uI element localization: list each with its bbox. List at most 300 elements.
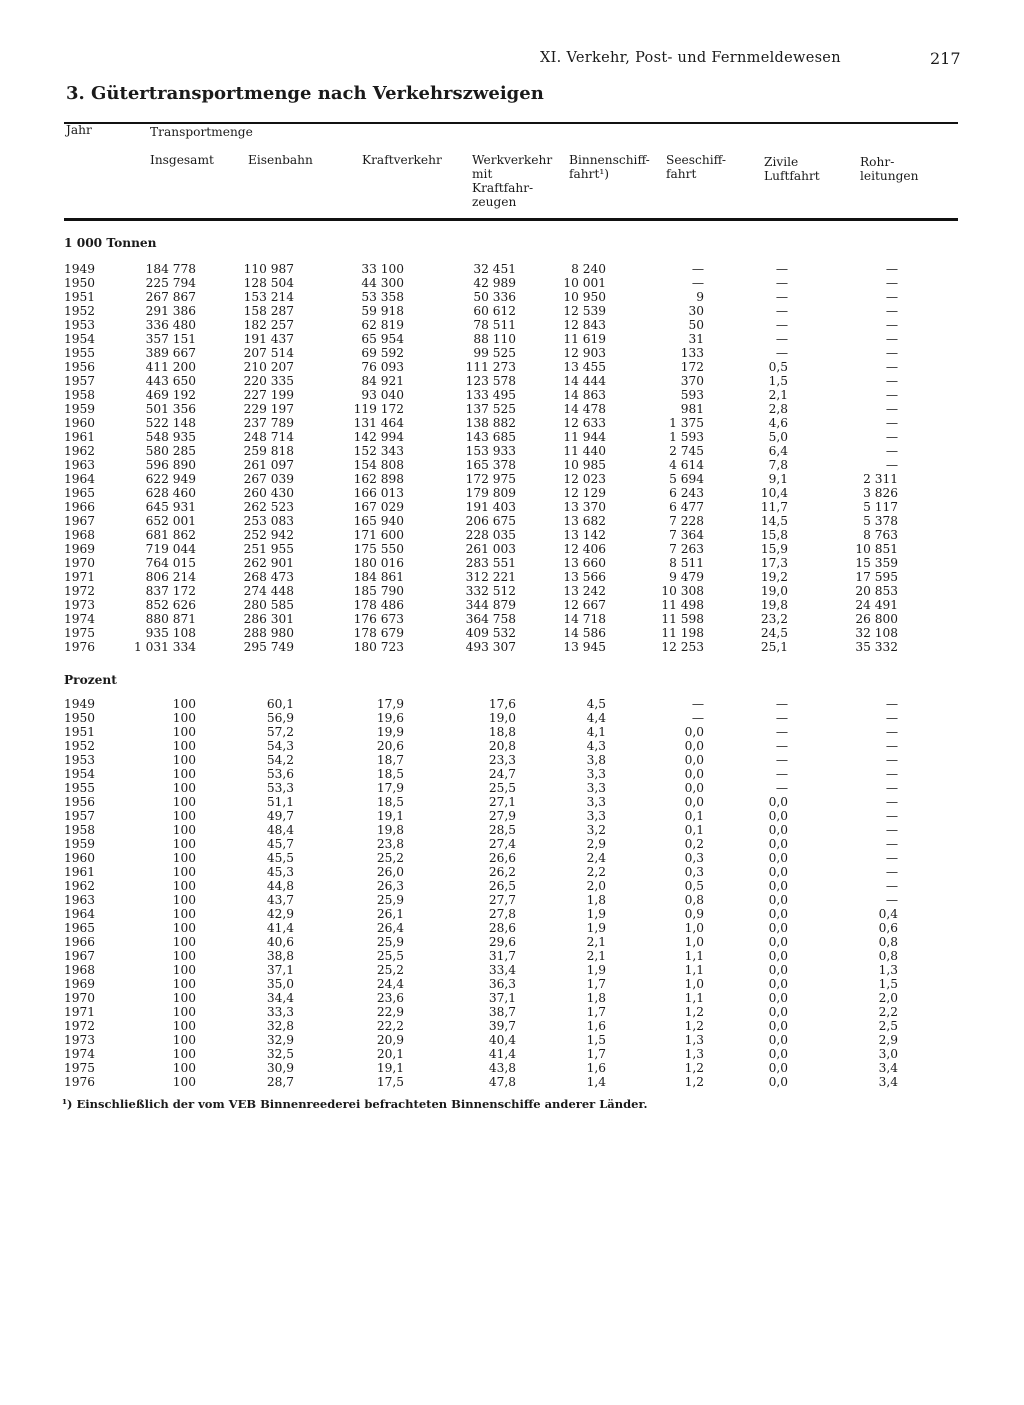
cell-rohrleitungen: —	[885, 865, 898, 879]
cell-werkverkehr: 26,6	[488, 851, 516, 865]
cell-eisenbahn: 191 437	[243, 332, 294, 346]
cell-luftfahrt: 0,0	[768, 795, 788, 809]
cell-binnenschiffahrt: 2,9	[586, 837, 606, 851]
cell-eisenbahn: 45,5	[266, 851, 294, 865]
cell-luftfahrt: 15,9	[760, 542, 788, 556]
cell-seeschiffahrt: 370	[680, 374, 704, 388]
header-line: zeugen	[472, 195, 517, 209]
cell-year: 1951	[64, 725, 96, 739]
cell-seeschiffahrt: 172	[680, 360, 704, 374]
cell-luftfahrt: 0,0	[768, 851, 788, 865]
cell-luftfahrt: 23,2	[760, 612, 788, 626]
cell-luftfahrt: 17,3	[760, 556, 788, 570]
cell-luftfahrt: 11,7	[760, 500, 788, 514]
cell-luftfahrt: —	[775, 276, 788, 290]
cell-rohrleitungen: 0,4	[878, 907, 898, 921]
cell-rohrleitungen: 3,0	[878, 1047, 898, 1061]
cell-luftfahrt: 0,0	[768, 1047, 788, 1061]
cell-binnenschiffahrt: 12 843	[563, 318, 606, 332]
cell-insgesamt: 100	[172, 1061, 196, 1075]
cell-binnenschiffahrt: 3,8	[586, 753, 606, 767]
cell-binnenschiffahrt: 2,1	[586, 935, 606, 949]
cell-luftfahrt: 15,8	[760, 528, 788, 542]
cell-year: 1959	[64, 402, 96, 416]
cell-seeschiffahrt: 0,0	[684, 725, 704, 739]
cell-eisenbahn: 28,7	[266, 1075, 294, 1089]
cell-luftfahrt: 4,6	[768, 416, 788, 430]
cell-rohrleitungen: 10 851	[855, 542, 898, 556]
cell-kraftverkehr: 25,2	[376, 851, 404, 865]
cell-insgesamt: 267 867	[145, 290, 196, 304]
cell-insgesamt: 225 794	[145, 276, 196, 290]
cell-kraftverkehr: 184 861	[353, 570, 404, 584]
cell-insgesamt: 100	[172, 921, 196, 935]
cell-luftfahrt: —	[775, 290, 788, 304]
cell-werkverkehr: 137 525	[465, 402, 516, 416]
cell-kraftverkehr: 22,9	[376, 1005, 404, 1019]
cell-insgesamt: 719 044	[145, 542, 196, 556]
table-row	[0, 584, 1024, 598]
cell-binnenschiffahrt: 12 667	[563, 598, 606, 612]
cell-eisenbahn: 227 199	[243, 388, 294, 402]
cell-kraftverkehr: 93 040	[361, 388, 404, 402]
cell-eisenbahn: 60,1	[266, 697, 294, 711]
cell-insgesamt: 935 108	[145, 626, 196, 640]
cell-werkverkehr: 17,6	[488, 697, 516, 711]
cell-binnenschiffahrt: 11 944	[563, 430, 606, 444]
cell-year: 1956	[64, 795, 96, 809]
cell-seeschiffahrt: 11 198	[661, 626, 704, 640]
cell-kraftverkehr: 162 898	[353, 472, 404, 486]
cell-luftfahrt: —	[775, 318, 788, 332]
cell-werkverkehr: 172 975	[465, 472, 516, 486]
cell-seeschiffahrt: 1,3	[684, 1033, 704, 1047]
cell-insgesamt: 100	[172, 823, 196, 837]
cell-kraftverkehr: 19,1	[376, 809, 404, 823]
cell-insgesamt: 596 890	[145, 458, 196, 472]
cell-werkverkehr: 20,8	[488, 739, 516, 753]
cell-year: 1951	[64, 290, 96, 304]
cell-rohrleitungen: —	[885, 276, 898, 290]
cell-luftfahrt: —	[775, 697, 788, 711]
cell-kraftverkehr: 23,8	[376, 837, 404, 851]
cell-insgesamt: 852 626	[145, 598, 196, 612]
cell-rohrleitungen: 0,8	[878, 949, 898, 963]
cell-luftfahrt: 0,5	[768, 360, 788, 374]
cell-kraftverkehr: 18,5	[376, 795, 404, 809]
cell-year: 1976	[64, 1075, 96, 1089]
rows-tonnen	[0, 262, 1024, 654]
cell-insgesamt: 100	[172, 963, 196, 977]
cell-insgesamt: 100	[172, 795, 196, 809]
cell-seeschiffahrt: 0,0	[684, 767, 704, 781]
table-row	[0, 711, 1024, 725]
cell-binnenschiffahrt: 14 478	[563, 402, 606, 416]
table-row	[0, 725, 1024, 739]
cell-eisenbahn: 41,4	[266, 921, 294, 935]
cell-rohrleitungen: 3,4	[878, 1075, 898, 1089]
cell-kraftverkehr: 44 300	[361, 276, 404, 290]
cell-eisenbahn: 158 287	[243, 304, 294, 318]
cell-seeschiffahrt: 10 308	[661, 584, 704, 598]
cell-werkverkehr: 191 403	[465, 500, 516, 514]
cell-binnenschiffahrt: 1,8	[586, 893, 606, 907]
cell-werkverkehr: 493 307	[465, 640, 516, 654]
cell-kraftverkehr: 17,5	[376, 1075, 404, 1089]
cell-werkverkehr: 99 525	[473, 346, 516, 360]
cell-eisenbahn: 237 789	[243, 416, 294, 430]
cell-year: 1964	[64, 472, 96, 486]
cell-binnenschiffahrt: 4,1	[586, 725, 606, 739]
cell-binnenschiffahrt: 13 945	[563, 640, 606, 654]
header-line: fahrt	[666, 167, 697, 181]
cell-werkverkehr: 38,7	[488, 1005, 516, 1019]
cell-seeschiffahrt: —	[691, 711, 704, 725]
cell-eisenbahn: 229 197	[243, 402, 294, 416]
cell-year: 1974	[64, 612, 96, 626]
table-row	[0, 402, 1024, 416]
table-row	[0, 640, 1024, 654]
cell-rohrleitungen: —	[885, 837, 898, 851]
cell-werkverkehr: 43,8	[488, 1061, 516, 1075]
cell-luftfahrt: 0,0	[768, 935, 788, 949]
header-jahr: Jahr	[66, 123, 92, 137]
cell-rohrleitungen: —	[885, 809, 898, 823]
cell-luftfahrt: 0,0	[768, 949, 788, 963]
cell-rohrleitungen: —	[885, 851, 898, 865]
cell-binnenschiffahrt: 11 619	[563, 332, 606, 346]
cell-luftfahrt: 0,0	[768, 893, 788, 907]
table-row	[0, 500, 1024, 514]
cell-seeschiffahrt: 0,1	[684, 823, 704, 837]
cell-kraftverkehr: 19,1	[376, 1061, 404, 1075]
cell-binnenschiffahrt: 1,6	[586, 1061, 606, 1075]
cell-seeschiffahrt: 1,0	[684, 921, 704, 935]
table-row	[0, 865, 1024, 879]
cell-insgesamt: 100	[172, 879, 196, 893]
cell-eisenbahn: 43,7	[266, 893, 294, 907]
table-row	[0, 276, 1024, 290]
cell-luftfahrt: 0,0	[768, 977, 788, 991]
cell-rohrleitungen: 8 763	[863, 528, 898, 542]
cell-eisenbahn: 252 942	[243, 528, 294, 542]
cell-werkverkehr: 50 336	[473, 290, 516, 304]
cell-eisenbahn: 262 901	[243, 556, 294, 570]
cell-kraftverkehr: 25,9	[376, 893, 404, 907]
cell-eisenbahn: 51,1	[266, 795, 294, 809]
cell-year: 1973	[64, 1033, 96, 1047]
cell-year: 1972	[64, 584, 96, 598]
cell-werkverkehr: 26,2	[488, 865, 516, 879]
cell-insgesamt: 443 650	[145, 374, 196, 388]
cell-seeschiffahrt: 4 614	[669, 458, 704, 472]
table-row	[0, 332, 1024, 346]
cell-rohrleitungen: —	[885, 430, 898, 444]
cell-luftfahrt: 25,1	[760, 640, 788, 654]
table-row	[0, 1005, 1024, 1019]
cell-seeschiffahrt: 0,9	[684, 907, 704, 921]
table-row	[0, 1019, 1024, 1033]
table-row	[0, 388, 1024, 402]
cell-eisenbahn: 53,3	[266, 781, 294, 795]
cell-rohrleitungen: —	[885, 795, 898, 809]
cell-luftfahrt: —	[775, 346, 788, 360]
rows-prozent	[0, 697, 1024, 1089]
cell-rohrleitungen: 2,9	[878, 1033, 898, 1047]
cell-seeschiffahrt: 1,0	[684, 977, 704, 991]
cell-eisenbahn: 30,9	[266, 1061, 294, 1075]
cell-binnenschiffahrt: 4,5	[586, 697, 606, 711]
cell-insgesamt: 469 192	[145, 388, 196, 402]
cell-year: 1964	[64, 907, 96, 921]
cell-kraftverkehr: 19,9	[376, 725, 404, 739]
cell-insgesamt: 100	[172, 781, 196, 795]
cell-binnenschiffahrt: 12 633	[563, 416, 606, 430]
cell-year: 1954	[64, 332, 96, 346]
cell-year: 1966	[64, 500, 96, 514]
cell-kraftverkehr: 17,9	[376, 697, 404, 711]
cell-kraftverkehr: 20,9	[376, 1033, 404, 1047]
cell-luftfahrt: —	[775, 262, 788, 276]
cell-binnenschiffahrt: 3,2	[586, 823, 606, 837]
cell-insgesamt: 100	[172, 837, 196, 851]
cell-year: 1974	[64, 1047, 96, 1061]
cell-year: 1962	[64, 879, 96, 893]
cell-insgesamt: 100	[172, 1075, 196, 1089]
cell-eisenbahn: 40,6	[266, 935, 294, 949]
cell-werkverkehr: 25,5	[488, 781, 516, 795]
cell-kraftverkehr: 20,6	[376, 739, 404, 753]
cell-eisenbahn: 45,7	[266, 837, 294, 851]
cell-insgesamt: 100	[172, 991, 196, 1005]
cell-werkverkehr: 123 578	[465, 374, 516, 388]
cell-rohrleitungen: —	[885, 332, 898, 346]
cell-luftfahrt: 1,5	[768, 374, 788, 388]
cell-eisenbahn: 44,8	[266, 879, 294, 893]
table-row	[0, 781, 1024, 795]
col-header-eisenbahn	[248, 153, 313, 167]
col-header-seeschiffahrt	[666, 153, 726, 181]
cell-seeschiffahrt: 0,5	[684, 879, 704, 893]
cell-year: 1958	[64, 388, 96, 402]
cell-werkverkehr: 138 882	[465, 416, 516, 430]
header-line: Rohr-	[860, 155, 895, 169]
cell-werkverkehr: 28,6	[488, 921, 516, 935]
cell-year: 1952	[64, 304, 96, 318]
cell-year: 1965	[64, 921, 96, 935]
cell-kraftverkehr: 131 464	[353, 416, 404, 430]
cell-binnenschiffahrt: 13 455	[563, 360, 606, 374]
cell-binnenschiffahrt: 1,7	[586, 1047, 606, 1061]
cell-insgesamt: 100	[172, 1033, 196, 1047]
cell-year: 1970	[64, 556, 96, 570]
cell-rohrleitungen: —	[885, 458, 898, 472]
cell-insgesamt: 681 862	[145, 528, 196, 542]
cell-luftfahrt: 6,4	[768, 444, 788, 458]
cell-binnenschiffahrt: 12 023	[563, 472, 606, 486]
cell-kraftverkehr: 178 486	[353, 598, 404, 612]
header-line: Eisenbahn	[248, 153, 313, 167]
cell-binnenschiffahrt: 4,3	[586, 739, 606, 753]
table-row	[0, 977, 1024, 991]
cell-eisenbahn: 295 749	[243, 640, 294, 654]
cell-werkverkehr: 33,4	[488, 963, 516, 977]
cell-seeschiffahrt: 9	[696, 290, 704, 304]
cell-year: 1968	[64, 963, 96, 977]
table-row	[0, 823, 1024, 837]
cell-year: 1954	[64, 767, 96, 781]
cell-rohrleitungen: 0,8	[878, 935, 898, 949]
cell-insgesamt: 522 148	[145, 416, 196, 430]
table-row	[0, 1075, 1024, 1089]
cell-werkverkehr: 26,5	[488, 879, 516, 893]
cell-binnenschiffahrt: 14 586	[563, 626, 606, 640]
header-line: Insgesamt	[150, 153, 214, 167]
cell-insgesamt: 764 015	[145, 556, 196, 570]
cell-eisenbahn: 54,3	[266, 739, 294, 753]
cell-rohrleitungen: —	[885, 346, 898, 360]
cell-seeschiffahrt: 1,2	[684, 1061, 704, 1075]
cell-werkverkehr: 228 035	[465, 528, 516, 542]
cell-year: 1953	[64, 753, 96, 767]
section-label-tonnen: 1 000 Tonnen	[64, 236, 157, 250]
table-row	[0, 1061, 1024, 1075]
cell-eisenbahn: 34,4	[266, 991, 294, 1005]
cell-binnenschiffahrt: 2,0	[586, 879, 606, 893]
cell-binnenschiffahrt: 1,5	[586, 1033, 606, 1047]
cell-year: 1971	[64, 570, 96, 584]
cell-year: 1950	[64, 711, 96, 725]
cell-kraftverkehr: 185 790	[353, 584, 404, 598]
cell-werkverkehr: 27,7	[488, 893, 516, 907]
table-row	[0, 360, 1024, 374]
cell-year: 1959	[64, 837, 96, 851]
col-header-binnenschiffahrt	[569, 153, 650, 181]
cell-binnenschiffahrt: 13 370	[563, 500, 606, 514]
cell-werkverkehr: 32 451	[473, 262, 516, 276]
cell-rohrleitungen: —	[885, 893, 898, 907]
cell-rohrleitungen: 2,5	[878, 1019, 898, 1033]
table-row	[0, 542, 1024, 556]
cell-binnenschiffahrt: 12 903	[563, 346, 606, 360]
cell-binnenschiffahrt: 10 001	[563, 276, 606, 290]
cell-eisenbahn: 268 473	[243, 570, 294, 584]
cell-year: 1963	[64, 458, 96, 472]
cell-binnenschiffahrt: 2,4	[586, 851, 606, 865]
table-row	[0, 514, 1024, 528]
cell-year: 1956	[64, 360, 96, 374]
cell-seeschiffahrt: 0,2	[684, 837, 704, 851]
cell-insgesamt: 501 356	[145, 402, 196, 416]
header-line: Kraftverkehr	[362, 153, 442, 167]
cell-seeschiffahrt: 5 694	[669, 472, 704, 486]
cell-binnenschiffahrt: 12 406	[563, 542, 606, 556]
cell-rohrleitungen: 32 108	[855, 626, 898, 640]
cell-binnenschiffahrt: 13 242	[563, 584, 606, 598]
cell-eisenbahn: 207 514	[243, 346, 294, 360]
cell-rohrleitungen: —	[885, 402, 898, 416]
cell-insgesamt: 100	[172, 907, 196, 921]
cell-rohrleitungen: 2,2	[878, 1005, 898, 1019]
cell-binnenschiffahrt: 8 240	[571, 262, 606, 276]
table-row	[0, 991, 1024, 1005]
table-row	[0, 318, 1024, 332]
cell-rohrleitungen: —	[885, 304, 898, 318]
cell-rohrleitungen: 35 332	[855, 640, 898, 654]
cell-kraftverkehr: 119 172	[353, 402, 404, 416]
cell-luftfahrt: 0,0	[768, 1061, 788, 1075]
cell-seeschiffahrt: 6 243	[669, 486, 704, 500]
header-line: Luftfahrt	[764, 169, 820, 183]
cell-eisenbahn: 56,9	[266, 711, 294, 725]
cell-seeschiffahrt: 31	[688, 332, 704, 346]
cell-kraftverkehr: 167 029	[353, 500, 404, 514]
page-number: 217	[930, 49, 961, 68]
cell-kraftverkehr: 17,9	[376, 781, 404, 795]
cell-werkverkehr: 19,0	[488, 711, 516, 725]
cell-binnenschiffahrt: 1,9	[586, 921, 606, 935]
cell-eisenbahn: 128 504	[243, 276, 294, 290]
cell-werkverkehr: 111 273	[465, 360, 516, 374]
cell-rohrleitungen: 24 491	[855, 598, 898, 612]
cell-eisenbahn: 253 083	[243, 514, 294, 528]
cell-seeschiffahrt: 7 364	[669, 528, 704, 542]
cell-eisenbahn: 37,1	[266, 963, 294, 977]
cell-insgesamt: 100	[172, 767, 196, 781]
cell-kraftverkehr: 33 100	[361, 262, 404, 276]
cell-werkverkehr: 344 879	[465, 598, 516, 612]
cell-kraftverkehr: 180 016	[353, 556, 404, 570]
cell-rohrleitungen: —	[885, 416, 898, 430]
cell-eisenbahn: 38,8	[266, 949, 294, 963]
cell-kraftverkehr: 19,8	[376, 823, 404, 837]
cell-luftfahrt: 0,0	[768, 1033, 788, 1047]
cell-eisenbahn: 45,3	[266, 865, 294, 879]
cell-seeschiffahrt: 7 228	[669, 514, 704, 528]
cell-seeschiffahrt: 1,2	[684, 1019, 704, 1033]
running-head: XI. Verkehr, Post- und Fernmeldewesen	[540, 50, 841, 66]
cell-year: 1957	[64, 809, 96, 823]
cell-werkverkehr: 24,7	[488, 767, 516, 781]
cell-insgesamt: 100	[172, 977, 196, 991]
cell-year: 1960	[64, 416, 96, 430]
table-row	[0, 290, 1024, 304]
cell-werkverkehr: 332 512	[465, 584, 516, 598]
cell-werkverkehr: 206 675	[465, 514, 516, 528]
cell-werkverkehr: 283 551	[465, 556, 516, 570]
cell-eisenbahn: 33,3	[266, 1005, 294, 1019]
section-label-prozent: Prozent	[64, 673, 117, 687]
cell-rohrleitungen: —	[885, 290, 898, 304]
cell-insgesamt: 652 001	[145, 514, 196, 528]
cell-year: 1973	[64, 598, 96, 612]
cell-werkverkehr: 179 809	[465, 486, 516, 500]
cell-year: 1955	[64, 346, 96, 360]
cell-seeschiffahrt: 0,3	[684, 851, 704, 865]
cell-kraftverkehr: 25,5	[376, 949, 404, 963]
cell-year: 1972	[64, 1019, 96, 1033]
cell-kraftverkehr: 23,6	[376, 991, 404, 1005]
cell-werkverkehr: 18,8	[488, 725, 516, 739]
cell-kraftverkehr: 18,5	[376, 767, 404, 781]
cell-seeschiffahrt: 0,0	[684, 739, 704, 753]
cell-kraftverkehr: 25,2	[376, 963, 404, 977]
cell-seeschiffahrt: 11 598	[661, 612, 704, 626]
cell-insgesamt: 100	[172, 935, 196, 949]
cell-insgesamt: 100	[172, 1047, 196, 1061]
cell-year: 1952	[64, 739, 96, 753]
table-row	[0, 795, 1024, 809]
